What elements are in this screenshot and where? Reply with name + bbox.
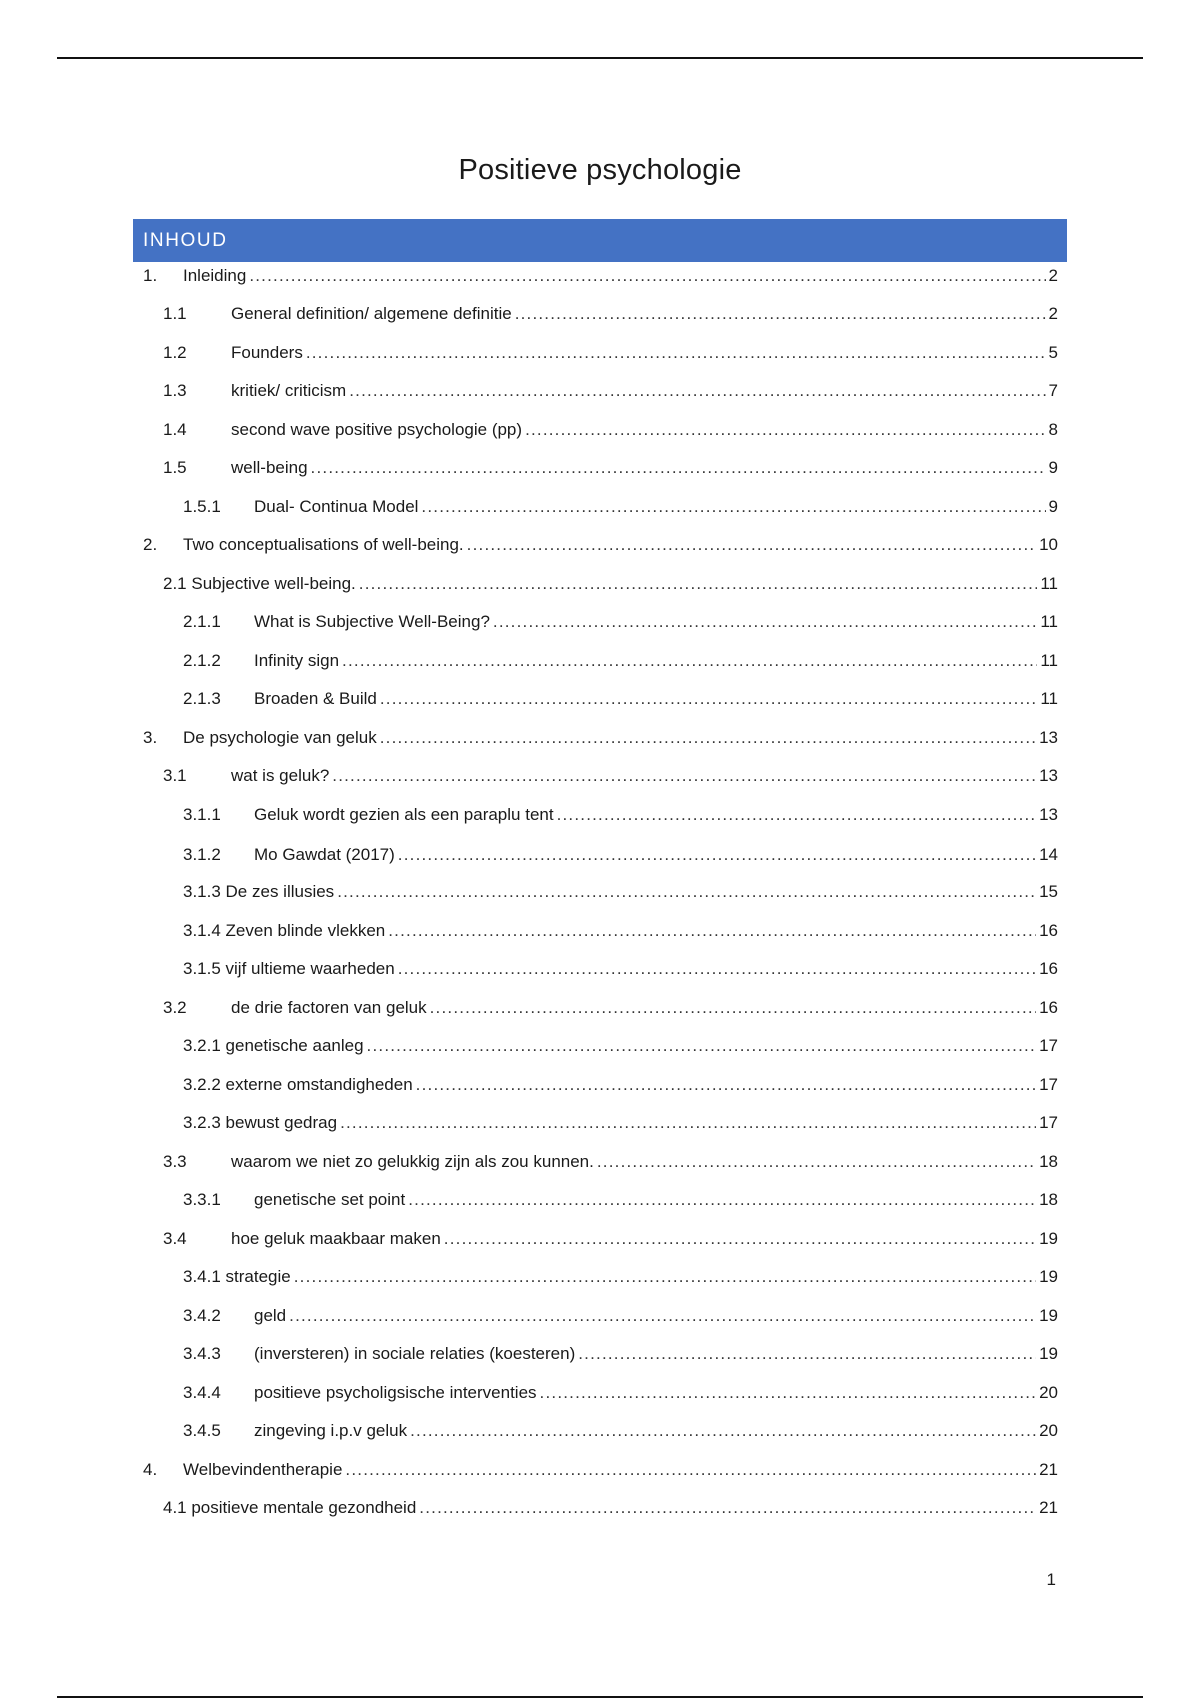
toc-entry-3-4-1[interactable] [183, 1266, 1058, 1288]
toc-entry-number: 1.2 [163, 343, 187, 362]
toc-entry-title: Geluk wordt gezien als een paraplu tent [254, 805, 554, 824]
toc-entry-3[interactable] [143, 727, 1058, 749]
toc-entry-3-4[interactable] [163, 1228, 1058, 1250]
toc-leader [306, 342, 1046, 364]
toc-leader [289, 1305, 1036, 1327]
toc-entry-3-1-3[interactable] [183, 881, 1058, 903]
toc-leader [349, 380, 1045, 402]
toc-entry-page: 17 [1039, 1113, 1058, 1132]
toc-entry-page: 2 [1048, 304, 1058, 323]
toc-leader [515, 303, 1046, 325]
toc-entry-page: 10 [1039, 535, 1058, 554]
toc-entry-number: 3.4.4 [183, 1383, 221, 1402]
toc-leader [249, 265, 1045, 287]
toc-entry-page: 5 [1048, 343, 1058, 362]
toc-leader [410, 1420, 1036, 1442]
toc-entry-3-2-1[interactable] [183, 1035, 1058, 1057]
toc-entry-2-1-2[interactable] [183, 650, 1058, 672]
toc-entry-number: 3.4.3 [183, 1344, 221, 1363]
toc-entry-page: 15 [1039, 882, 1058, 901]
toc-entry-title: genetische set point [254, 1190, 406, 1209]
toc-entry-page: 19 [1039, 1344, 1058, 1363]
toc-leader [294, 1266, 1036, 1288]
toc-entry-page: 16 [1039, 959, 1058, 978]
toc-entry-title: Mo Gawdat (2017) [254, 845, 395, 864]
toc-entry-title: de drie factoren van geluk [231, 998, 427, 1017]
toc-entry-page: 2 [1048, 266, 1058, 285]
toc-entry-title: kritiek/ criticism [231, 381, 347, 400]
toc-entry-page: 9 [1048, 497, 1058, 516]
toc-leader [421, 496, 1045, 518]
toc-entry-number: 3.1 [163, 766, 187, 785]
toc-heading [133, 219, 1067, 262]
toc-entry-title: well-being [231, 458, 308, 477]
toc-entry-page: 11 [1040, 651, 1058, 670]
toc-entry-1-2[interactable] [163, 342, 1058, 364]
toc-leader [416, 1074, 1036, 1096]
toc-entry-title: 3.1.3 De zes illusies [183, 882, 335, 901]
toc-leader [540, 1382, 1037, 1404]
toc-entry-page: 14 [1039, 845, 1058, 864]
toc-entry-1-5[interactable] [163, 457, 1058, 479]
toc-entry-title: 3.4.1 strategie [183, 1267, 291, 1286]
toc-entry-number: 1.3 [163, 381, 187, 400]
toc-leader [332, 765, 1036, 787]
toc-entry-title: Broaden & Build [254, 689, 377, 708]
toc-entry-number: 2. [143, 535, 158, 554]
toc-leader [467, 534, 1036, 556]
toc-entry-number: 3.3 [163, 1152, 187, 1171]
toc-entry-3-4-3[interactable] [183, 1343, 1058, 1365]
toc-entry-2[interactable] [143, 534, 1058, 556]
toc-entry-title: second wave positive psychologie (pp) [231, 420, 523, 439]
toc-leader [430, 997, 1036, 1019]
toc-entry-title: 3.2.3 bewust gedrag [183, 1113, 338, 1132]
toc-entry-number: 3. [143, 728, 158, 747]
toc-entry-page: 16 [1039, 998, 1058, 1017]
toc-leader [337, 881, 1036, 903]
toc-entry-page: 20 [1039, 1383, 1058, 1402]
toc-entry-3-4-2[interactable] [183, 1305, 1058, 1327]
toc-entry-title: 2.1 Subjective well-being. [163, 574, 356, 593]
toc-entry-3-4-4[interactable] [183, 1382, 1058, 1404]
toc-entry-title: What is Subjective Well-Being? [254, 612, 490, 631]
toc-entry-number: 2.1.3 [183, 689, 221, 708]
toc-leader [419, 1497, 1036, 1519]
toc-entry-4[interactable] [143, 1459, 1058, 1481]
toc-entry-number: 3.4.5 [183, 1421, 221, 1440]
toc-entry-3-3-1[interactable] [183, 1189, 1058, 1211]
toc-entry-number: 1.4 [163, 420, 187, 439]
toc-leader [493, 611, 1037, 633]
toc-entry-page: 21 [1039, 1498, 1058, 1517]
toc-entry-number: 3.4 [163, 1229, 187, 1248]
toc-entry-3-2[interactable] [163, 997, 1058, 1019]
toc-entry-page: 9 [1048, 458, 1058, 477]
toc-entry-3-4-5[interactable] [183, 1420, 1058, 1442]
toc-entry-page: 18 [1039, 1190, 1058, 1209]
toc-leader [398, 844, 1036, 866]
toc-leader [557, 804, 1037, 826]
toc-entry-title: wat is geluk? [231, 766, 330, 785]
toc-entry-title: 3.2.2 externe omstandigheden [183, 1075, 413, 1094]
toc-entry-1-4[interactable] [163, 419, 1058, 441]
toc-entry-2-1[interactable] [163, 573, 1058, 595]
toc-entry-number: 4. [143, 1460, 158, 1479]
toc-leader [367, 1035, 1037, 1057]
toc-entry-3-2-3[interactable] [183, 1112, 1058, 1134]
toc-entry-1-3[interactable] [163, 380, 1058, 402]
toc-entry-number: 3.1.1 [183, 805, 221, 824]
toc-entry-number: 3.1.2 [183, 845, 221, 864]
toc-entry-2-1-3[interactable] [183, 688, 1058, 710]
toc-entry-3-1-1[interactable] [183, 804, 1058, 826]
toc-entry-1-5-1[interactable] [183, 496, 1058, 518]
toc-leader [444, 1228, 1036, 1250]
toc-entry-title: positieve psycholigsische interventies [254, 1383, 537, 1402]
toc-entry-title: (inversteren) in sociale relaties (koesteren) [254, 1344, 576, 1363]
toc-entry-page: 20 [1039, 1421, 1058, 1440]
toc-entry-page: 19 [1039, 1267, 1058, 1286]
toc-entry-title: Infinity sign [254, 651, 340, 670]
toc-entry-3-2-2[interactable] [183, 1074, 1058, 1096]
toc-entry-number: 3.3.1 [183, 1190, 221, 1209]
toc-entry-page: 19 [1039, 1229, 1058, 1248]
toc-entry-3-1-5[interactable] [183, 958, 1058, 980]
toc-entry-page: 11 [1040, 689, 1058, 708]
toc-entry-page: 18 [1039, 1152, 1058, 1171]
toc-entry-number: 1.1 [163, 304, 187, 323]
toc-entry-number: 3.2 [163, 998, 187, 1017]
toc-leader [578, 1343, 1036, 1365]
toc-entry-1[interactable] [143, 265, 1058, 287]
toc-entry-title: hoe geluk maakbaar maken [231, 1229, 441, 1248]
toc-leader [311, 457, 1046, 479]
toc-entry-page: 17 [1039, 1036, 1058, 1055]
toc-entry-3-1-4[interactable] [183, 920, 1058, 942]
toc-entry-title: Dual- Continua Model [254, 497, 419, 516]
toc-leader [408, 1189, 1036, 1211]
toc-leader [380, 688, 1037, 710]
toc-entry-page: 8 [1048, 420, 1058, 439]
toc-entry-page: 13 [1039, 766, 1058, 785]
toc-leader [345, 1459, 1036, 1481]
page-number: 1 [1046, 1570, 1056, 1589]
toc-entry-title: Inleiding [183, 266, 247, 285]
toc-entry-1-1[interactable] [163, 303, 1058, 325]
toc-entry-title: Two conceptualisations of well-being. [183, 535, 464, 554]
header-rule [57, 57, 1143, 59]
toc-leader [597, 1151, 1036, 1173]
toc-entry-page: 7 [1048, 381, 1058, 400]
toc-entry-number: 3.4.2 [183, 1306, 221, 1325]
toc-entry-title: 3.2.1 genetische aanleg [183, 1036, 364, 1055]
toc-entry-number: 2.1.1 [183, 612, 221, 631]
toc-entry-page: 17 [1039, 1075, 1058, 1094]
toc-entry-3-1-2[interactable] [183, 844, 1058, 866]
toc-entry-2-1-1[interactable] [183, 611, 1058, 633]
toc-leader [340, 1112, 1036, 1134]
toc-entry-title: zingeving i.p.v geluk [254, 1421, 408, 1440]
toc-entry-page: 13 [1039, 728, 1058, 747]
toc-entry-3-3[interactable] [163, 1151, 1058, 1173]
toc-entry-number: 1.5 [163, 458, 187, 477]
toc-entry-page: 11 [1040, 612, 1058, 631]
toc-entry-page: 21 [1039, 1460, 1058, 1479]
toc-entry-3-1[interactable] [163, 765, 1058, 787]
toc-entry-page: 11 [1040, 574, 1058, 593]
toc-entry-title: De psychologie van geluk [183, 728, 377, 747]
toc-heading-label: INHOUD [143, 229, 228, 251]
toc-leader [398, 958, 1036, 980]
footer-rule [57, 1696, 1143, 1698]
toc-entry-number: 2.1.2 [183, 651, 221, 670]
toc-entry-title: geld [254, 1306, 287, 1325]
toc-entry-page: 13 [1039, 805, 1058, 824]
toc-entry-title: waarom we niet zo gelukkig zijn als zou kunnen. [231, 1152, 594, 1171]
toc-leader [380, 727, 1036, 749]
toc-entry-title: General definition/ algemene definitie [231, 304, 512, 323]
toc-entry-title: 4.1 positieve mentale gezondheid [163, 1498, 417, 1517]
toc-entry-4-1[interactable] [163, 1497, 1058, 1519]
toc-entry-page: 19 [1039, 1306, 1058, 1325]
toc-entry-title: Welbevindentherapie [183, 1460, 343, 1479]
toc-leader [525, 419, 1045, 441]
toc-leader [388, 920, 1036, 942]
toc-entry-number: 1. [143, 266, 158, 285]
toc-entry-title: 3.1.5 vijf ultieme waarheden [183, 959, 395, 978]
toc-leader [342, 650, 1037, 672]
toc-entry-title: 3.1.4 Zeven blinde vlekken [183, 921, 386, 940]
toc-entry-number: 1.5.1 [183, 497, 221, 516]
toc-entry-title: Founders [231, 343, 303, 362]
toc-leader [359, 573, 1038, 595]
document-title: Positieve psychologie [458, 154, 742, 186]
toc-entry-page: 16 [1039, 921, 1058, 940]
